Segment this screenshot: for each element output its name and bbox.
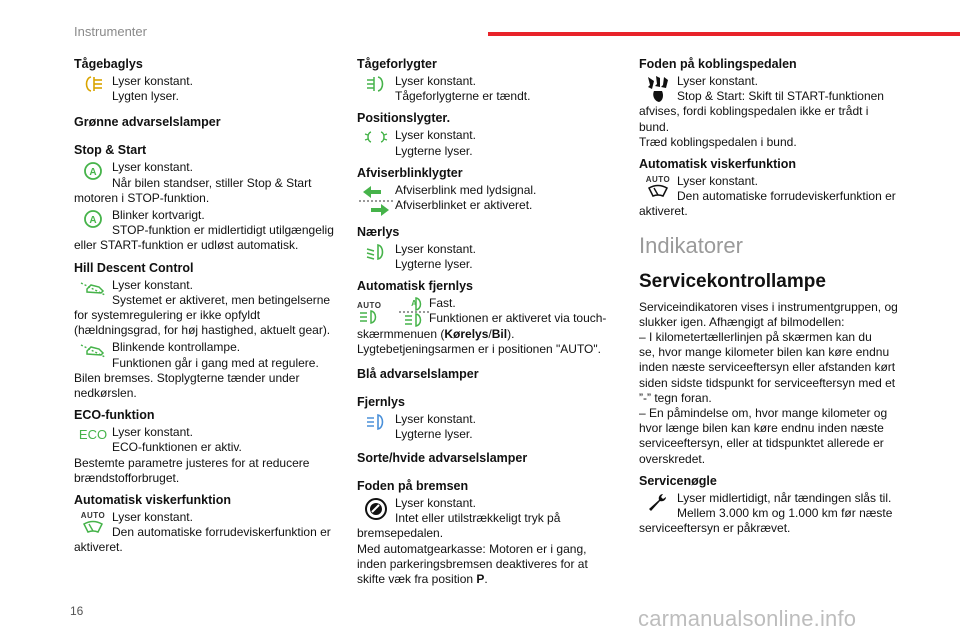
stop-start-icon [74, 208, 112, 229]
section-title: Tågebaglys [74, 57, 143, 71]
text-line: Bilen bremses. Stoplygterne tænder under [74, 370, 300, 385]
foot-on-clutch-icon [639, 74, 677, 103]
eco-icon [74, 425, 112, 442]
text-line: Lyser konstant. [395, 128, 476, 143]
text-line: slukker igen. Afhængigt af bilmodellen: [639, 314, 845, 329]
section-heading-black-white: Sorte/hvide advarselslamper [357, 451, 528, 466]
section-title: Foden på bremsen [357, 479, 469, 494]
section-auto-high-beam [357, 278, 619, 357]
high-beam-icon [357, 412, 395, 431]
text-line: overskredet. [639, 451, 706, 466]
text-line: Træd koblingspedalen i bund. [639, 134, 797, 149]
front-fog-light-icon [357, 74, 395, 93]
section-title: ECO-funktion [74, 408, 155, 423]
text-line: Intet eller utilstrækkeligt tryk på [395, 511, 561, 526]
header-title: Instrumenter [74, 24, 147, 39]
stop-start-icon [74, 160, 112, 181]
auto-label: AUTO [357, 300, 382, 310]
text-line: Når bilen standser, stiller Stop & Start [112, 175, 312, 190]
text-line: motoren i STOP-funktion. [74, 190, 210, 205]
text-fragment: . [484, 572, 488, 587]
turn-signal-icon [357, 183, 395, 218]
text-line: Lyser konstant. [112, 277, 193, 292]
section-title: Stop & Start [74, 143, 147, 158]
text-line: bremsepedalen. [357, 526, 444, 541]
text-line: Lyser konstant. [395, 411, 476, 426]
low-beam-icon [357, 242, 395, 261]
text-line: siden sidste tidspunkt for serviceeftersyn med et [639, 375, 896, 390]
auto-label: AUTO [645, 175, 671, 185]
auto-label: AUTO [80, 511, 106, 521]
section-service-wrench [639, 473, 901, 537]
header-accent-bar [488, 32, 960, 36]
text-line: se, hvor mange kilometer bilen kan køre endnu [639, 345, 890, 360]
auto-high-beam-icon-group [357, 296, 429, 327]
section-fog-lights [357, 56, 619, 104]
section-hill-descent [74, 260, 336, 402]
text-line: Den automatiske forrudeviskerfunktion er [112, 525, 331, 540]
text-line: Systemet er aktiveret, men betingelserne [112, 292, 331, 307]
text-line: Fast. [429, 296, 456, 311]
column-3 [639, 56, 901, 542]
text-line: Blinker kortvarigt. [112, 208, 205, 223]
text-line [357, 572, 619, 587]
text-line: – I kilometertællerlinjen på skærmen kan du [639, 330, 872, 345]
svg-text:A: A [89, 167, 97, 179]
section-stop-start [74, 142, 336, 253]
section-title: Tågeforlygter [357, 57, 437, 71]
auto-wiper-icon [74, 510, 112, 534]
section-title: Afviserblinklygter [357, 165, 463, 180]
section-auto-wiper [74, 492, 336, 556]
auto-wiper-icon [639, 174, 677, 198]
column-1 [74, 56, 336, 562]
text-fragment: skærmmenuen ( [357, 327, 445, 342]
text-line: Lyser konstant. [112, 425, 193, 440]
section-title: Fjernlys [357, 394, 405, 409]
section-title: Nærlys [357, 224, 400, 239]
text-line: aktiveret. [639, 204, 688, 219]
bold-fragment: P [476, 572, 485, 587]
heading-indikatorer: Indikatorer [639, 232, 743, 258]
text-fragment: skifte væk fra position [357, 572, 477, 587]
text-line: hvor længe bilen kan køre endnu inden næste [639, 421, 884, 436]
text-line: Afviserblink med lydsignal. [395, 182, 537, 197]
position-lights-icon [357, 128, 395, 145]
heading-servicekontrollampe: Servicekontrollampe [639, 270, 826, 292]
section-title: Positionslygter. [357, 111, 451, 126]
section-heading-gronne: Grønne advarselslamper [74, 115, 221, 130]
watermark: carmanualsonline.info [638, 606, 857, 631]
text-fragment: / [488, 327, 492, 342]
text-line: Med automatgearkasse: Motoren er i gang, [357, 541, 587, 556]
text-line: aktiveret. [74, 540, 123, 555]
text-line: Lyser konstant. [395, 496, 476, 511]
section-heading-blue: Blå advarselslamper [357, 366, 479, 381]
text-line: afvises, fordi koblingspedalen ikke er trådt i [639, 104, 869, 119]
section-title: Hill Descent Control [74, 260, 194, 275]
text-line [357, 327, 619, 342]
auto-high-beam-icon [399, 297, 429, 327]
svg-text:ECO: ECO [78, 427, 108, 443]
page-number: 16 [70, 604, 84, 618]
text-line: Lygten lyser. [112, 89, 179, 104]
wrench-icon [639, 491, 677, 512]
section-title: Foden på koblingspedalen [639, 57, 797, 71]
text-line: Lyser konstant. [395, 74, 476, 88]
rear-fog-light-icon [74, 74, 112, 93]
text-line: inden næste serviceeftersyn eller afstanden kørt [639, 360, 896, 375]
text-line: for systemregulering er ikke opfyldt [74, 308, 261, 323]
text-line: Bestemte parametre justeres for at reducere [74, 455, 310, 470]
section-low-beam [357, 224, 619, 272]
section-title: Automatisk viskerfunktion [74, 493, 231, 508]
bold-fragment: Kørelys [444, 327, 489, 342]
section-title: Servicenøgle [639, 473, 717, 488]
section-auto-wiper-2 [639, 156, 901, 220]
text-line: Lyser konstant. [677, 74, 758, 88]
hill-descent-icon [74, 278, 112, 297]
column-2 [357, 56, 619, 593]
text-line: serviceeftersyn, eller at tidspunktet allerede er [639, 436, 884, 451]
text-line: serviceeftersyn er påkrævet. [639, 521, 791, 536]
section-turn-signals [357, 165, 619, 218]
text-line: Lygtebetjeningsarmen er i positionen "AUTO". [357, 342, 601, 357]
section-foot-on-brake [357, 478, 619, 587]
svg-text:A: A [89, 215, 97, 227]
text-line: inden parkeringsbremsen deaktiveres for at [357, 556, 588, 571]
text-line: Afviserblinket er aktiveret. [395, 198, 533, 213]
section-tagebaglys [74, 56, 336, 104]
section-high-beam [357, 394, 619, 442]
text-line: brændstofforbruget. [74, 470, 180, 485]
text-line: STOP-funktion er midlertidigt utilgængelig [112, 223, 334, 238]
text-line: Stop & Start: Skift til START-funktionen [677, 89, 884, 104]
bold-fragment: Bil [491, 327, 508, 342]
text-line: Tågeforlygterne er tændt. [395, 89, 531, 104]
text-line: – En påmindelse om, hvor mange kilometer og [639, 406, 888, 421]
text-line: Funktionen går i gang med at regulere. [112, 355, 319, 370]
section-foot-on-clutch [639, 56, 901, 150]
hill-descent-icon [74, 340, 112, 359]
foot-on-brake-icon [357, 496, 395, 521]
svg-text:A: A [411, 299, 417, 309]
section-title: Automatisk fjernlys [357, 279, 474, 294]
section-eco [74, 407, 336, 486]
text-line: eller START-funktion er udløst automatisk. [74, 238, 299, 253]
text-line: Lyser konstant. [677, 174, 758, 189]
text-line: Lyser konstant. [112, 510, 193, 525]
section-position-lights [357, 110, 619, 158]
auto-high-beam-icon [357, 301, 382, 324]
text-line: (hældningsgrad, for høj hastighed, aktuelt gear). [74, 323, 331, 338]
text-line: Lygterne lyser. [395, 143, 473, 158]
text-fragment: ). [507, 327, 515, 342]
section-title: Automatisk viskerfunktion [639, 157, 796, 172]
text-line: Lyser konstant. [395, 241, 476, 256]
text-line: Blinkende kontrollampe. [112, 340, 241, 355]
text-line: Lyser midlertidigt, når tændingen slås til. [677, 490, 892, 505]
text-line: ”-” tegn foran. [639, 390, 712, 405]
text-line: Lygterne lyser. [395, 426, 473, 441]
text-line: Den automatiske forrudeviskerfunktion er [677, 189, 896, 204]
text-line: nedkørslen. [74, 386, 137, 401]
text-line: Lygterne lyser. [395, 257, 473, 272]
text-line: Funktionen er aktiveret via touch- [429, 311, 607, 326]
text-line: Serviceindikatoren vises i instrumentgruppen, og [639, 299, 898, 314]
text-line: ECO-funktionen er aktiv. [112, 440, 242, 455]
text-line: Lyser konstant. [112, 160, 193, 175]
section-service-lamp [639, 270, 901, 467]
text-line: bund. [639, 119, 670, 134]
text-line: Lyser konstant. [112, 74, 193, 88]
text-line: Mellem 3.000 km og 1.000 km før næste [677, 506, 893, 521]
